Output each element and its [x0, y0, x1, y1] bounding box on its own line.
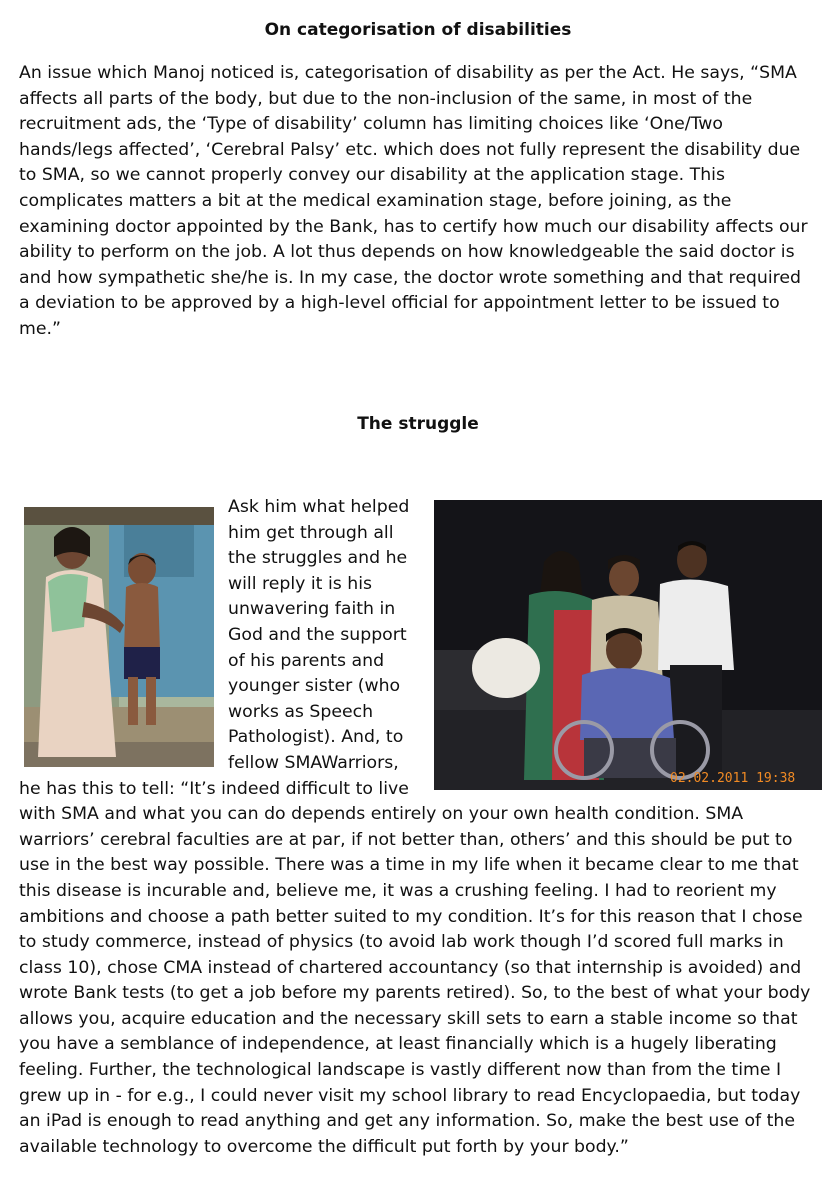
section-heading-categorisation: On categorisation of disabilities [264, 20, 572, 40]
struggle-paragraph: Ask him what helped him get through all the struggles and he will reply it is his unwavering faith in God and the support of his parents and younger sister (who works as Speech Pathologist). And, to fellow SMAWarriors, he has this to tell: “It’s indeed difficult to live with SMA and what you can do depends entirely on your own health condition. SMA warriors’ cerebral faculties are at par, if not better than, others’ and this should be put to use in the best way possible. There was a time in my life when it became clear to me that this disease is incurable and, believe me, it was a crushing feeling. I had to reorient my ambitions and choose a path better suited to my condition. It’s for this reason that I chose to study commerce, instead of physics (to avoid lab work though I’d scored full marks in class 10), chose CMA instead of chartered accountancy (so that internship is avoided) and wrote Bank tests (to get a job before my parents retired). So, to the best of what your body allows you, acquire education and the necessary skill sets to earn a stable income so that you have a semblance of independence, at least financially which is a hugely liberating feeling. Further, the technological landscape is vastly different now than from the time I grew up in - for e.g., I could never visit my school library to read Encyclopaedia, but today an iPad is enough to read anything and get any information. So, make the best use of the available technology to overcome the difficult put forth by your body.” [19, 497, 811, 1157]
photo-family-group-image [434, 500, 822, 790]
categorisation-paragraph: An issue which Manoj noticed is, categorisation of disability as per the Act. He says, “SMA affects all parts of the body, but due to the non-inclusion of the same, in most of the recruitment ads, the ‘Type of disability’ column has limiting choices like ‘One/Two hands/legs affected’, ‘Cerebral Palsy’ etc. which does not fully represent the disability due to SMA, so we cannot properly convey our disability at the application stage. This complicates matters a bit at the medical examination stage, before joining, as the examining doctor appointed by the Bank, has to certify how much our disability affects our ability to perform on the job. A lot thus depends on how knowledgeable the said doctor is and how sympathetic she/he is. In my case, the doctor wrote something and that required a deviation to be approved by a high-level official for appointment letter to be issued to me.” [19, 63, 808, 339]
photo-family-group [434, 500, 822, 790]
photo-timestamp: 02.02.2011 19:38 [670, 771, 796, 786]
photo-mother-and-child-image [24, 507, 214, 767]
photo-mother-and-child [24, 507, 214, 767]
section-heading-struggle: The struggle [357, 414, 479, 434]
struggle-section-body [19, 495, 813, 1160]
